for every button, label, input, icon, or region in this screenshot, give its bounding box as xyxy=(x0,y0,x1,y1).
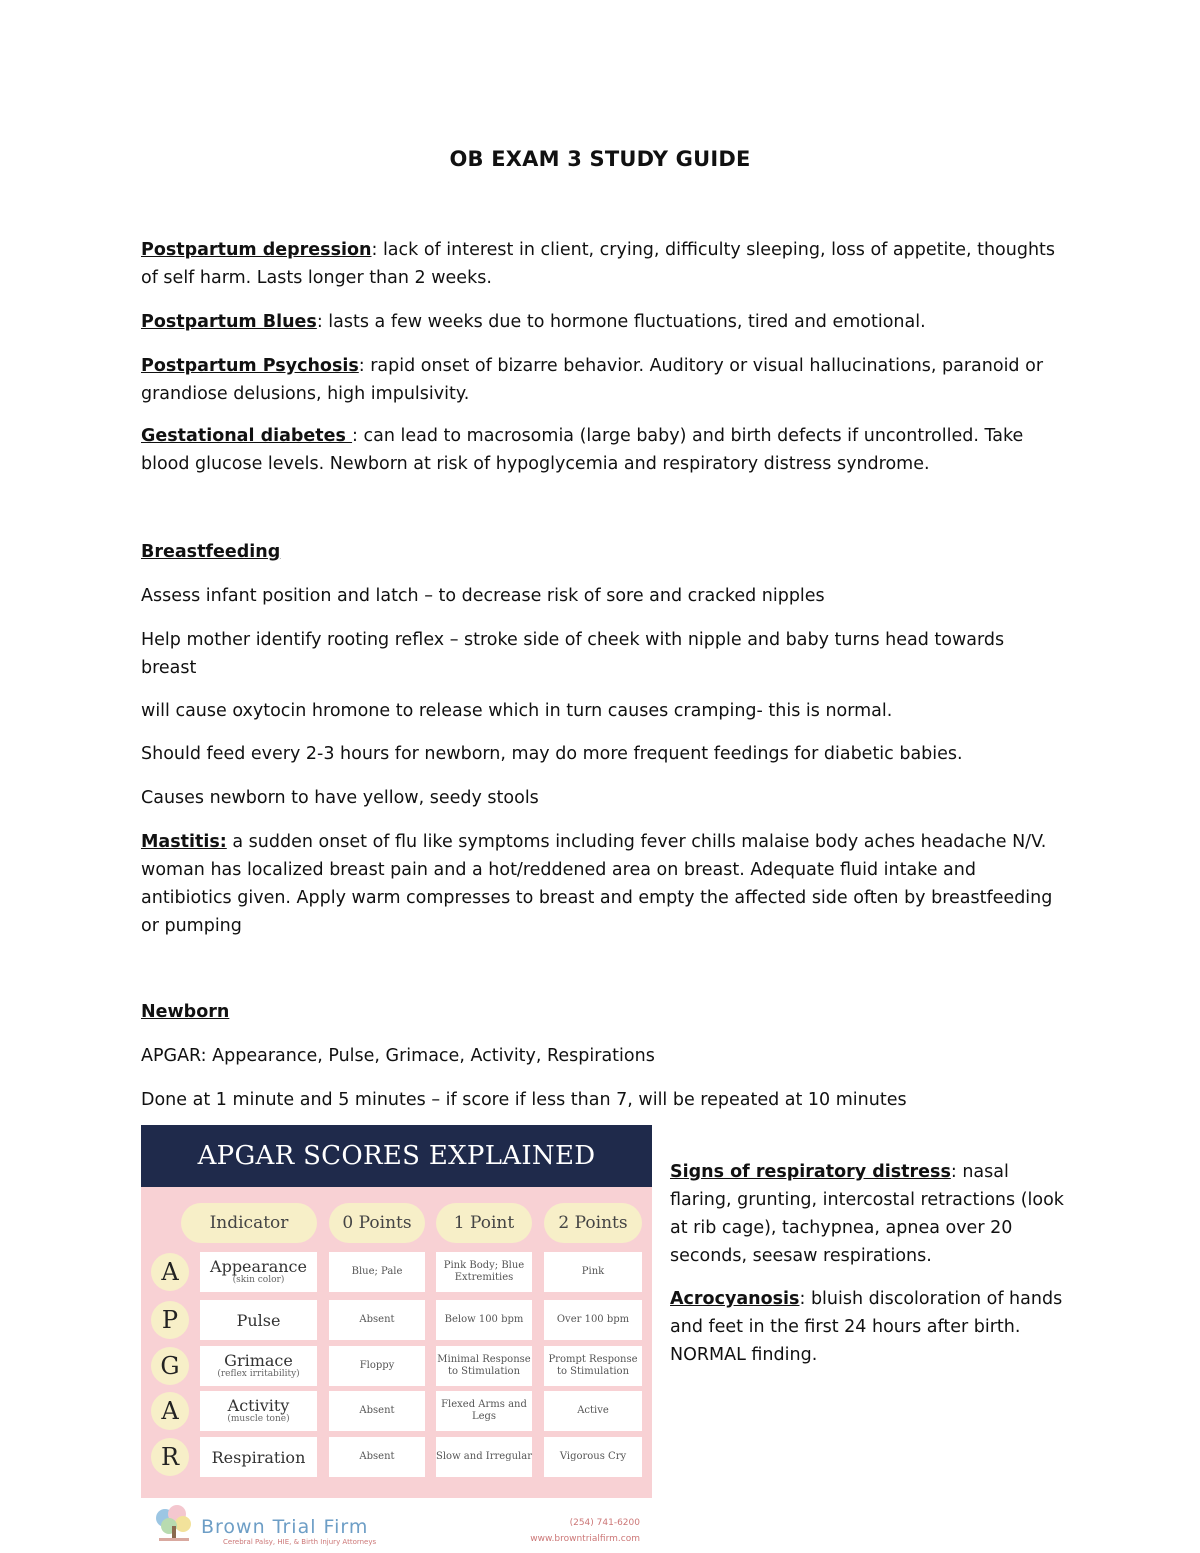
ppp-paragraph xyxy=(141,352,1061,408)
mastitis-term: Mastitis: xyxy=(141,832,227,852)
score-cell: Minimal Response to Stimulation xyxy=(436,1346,532,1386)
header-2-points: 2 Points xyxy=(544,1203,642,1243)
apgar-infographic-title: APGAR SCORES EXPLAINED xyxy=(141,1125,652,1187)
indicator-name: Respiration xyxy=(211,1447,306,1467)
apgar-infographic xyxy=(141,1125,652,1498)
ppd-paragraph xyxy=(141,236,1061,292)
header-indicator: Indicator xyxy=(181,1203,317,1243)
bf-line-2: Help mother identify rooting reflex – stroke side of cheek with nipple and baby turns head towards breast xyxy=(141,630,1005,678)
indicator-name: Grimace xyxy=(224,1351,293,1370)
row-letter: G xyxy=(151,1347,189,1385)
score-cell: Floppy xyxy=(329,1346,425,1386)
ppp-term: Postpartum Psychosis xyxy=(141,356,359,376)
header-0-points: 0 Points xyxy=(329,1203,425,1243)
firm-phone: (254) 741-6200 xyxy=(569,1518,640,1528)
indicator-sub: (reflex irritability) xyxy=(217,1369,300,1379)
ppd-term: Postpartum depression xyxy=(141,240,372,260)
score-cell: Slow and Irregular xyxy=(436,1437,532,1477)
bf-line-1: Assess infant position and latch – to decrease risk of sore and cracked nipples xyxy=(141,586,825,606)
score-cell: Flexed Arms and Legs xyxy=(436,1391,532,1431)
bf-line-4: Should feed every 2-3 hours for newborn, may do more frequent feedings for diabetic babies. xyxy=(141,744,963,764)
score-cell: Pink Body; Blue Extremities xyxy=(436,1252,532,1292)
ppb-paragraph xyxy=(141,308,1061,336)
bf-line-3: will cause oxytocin hromone to release which in turn causes cramping- this is normal. xyxy=(141,701,893,721)
score-cell: Active xyxy=(544,1391,642,1431)
ppb-text: : lasts a few weeks due to hormone fluctuations, tired and emotional. xyxy=(316,312,926,332)
indicator-name: Activity xyxy=(227,1396,290,1415)
apgar-done-line: Done at 1 minute and 5 minutes – if score if less than 7, will be repeated at 10 minutes xyxy=(141,1090,907,1110)
ppb-term: Postpartum Blues xyxy=(141,312,317,332)
indicator-cell xyxy=(200,1391,317,1431)
row-letter: A xyxy=(151,1392,189,1430)
header-1-point: 1 Point xyxy=(436,1203,532,1243)
bf-line-5: Causes newborn to have yellow, seedy stools xyxy=(141,788,539,808)
indicator-sub: (muscle tone) xyxy=(227,1414,290,1424)
page-title: OB EXAM 3 STUDY GUIDE xyxy=(449,147,751,171)
indicator-sub: (skin color) xyxy=(232,1275,285,1285)
indicator-name: Pulse xyxy=(236,1310,281,1330)
indicator-cell xyxy=(200,1300,317,1340)
acro-term: Acrocyanosis xyxy=(670,1289,800,1309)
score-cell: Below 100 bpm xyxy=(436,1300,532,1340)
row-letter: R xyxy=(151,1438,189,1476)
score-cell: Absent xyxy=(329,1391,425,1431)
resp-text: : nasal flaring, grunting, intercostal retractions (look at rib cage), tachypnea, apnea over 20 seconds, seesaw respirations. xyxy=(670,1162,1064,1266)
firm-url: www.browntrialfirm.com xyxy=(530,1534,640,1544)
gd-term: Gestational diabetes xyxy=(141,426,353,446)
score-cell: Blue; Pale xyxy=(329,1252,425,1292)
score-cell: Vigorous Cry xyxy=(544,1437,642,1477)
row-letter: A xyxy=(151,1253,189,1291)
score-cell: Absent xyxy=(329,1300,425,1340)
tree-logo-icon xyxy=(151,1504,197,1544)
resp-distress-paragraph xyxy=(670,1158,1065,1270)
indicator-cell xyxy=(200,1346,317,1386)
score-cell: Pink xyxy=(544,1252,642,1292)
mastitis-text: a sudden onset of flu like symptoms including fever chills malaise body aches headache N/V. woman has localized breast pain and a hot/reddened area on breast. Adequate fluid intake and antibiotics given. Apply warm compresses to breast and empty the affected side often by breastfeeding or pumping xyxy=(141,832,1053,936)
score-cell: Prompt Response to Stimulation xyxy=(544,1346,642,1386)
acro-text: : bluish discoloration of hands and feet in the first 24 hours after birth. NORMAL finding. xyxy=(670,1289,1063,1365)
indicator-cell xyxy=(200,1252,317,1292)
resp-term: Signs of respiratory distress xyxy=(670,1162,951,1182)
score-cell: Absent xyxy=(329,1437,425,1477)
ppp-text: : rapid onset of bizarre behavior. Auditory or visual hallucinations, paranoid or grandiose delusions, high impulsivity. xyxy=(141,356,1044,404)
gd-paragraph xyxy=(141,422,1061,478)
mastitis-paragraph xyxy=(141,828,1061,940)
score-cell: Over 100 bpm xyxy=(544,1300,642,1340)
ppd-text: : lack of interest in client, crying, difficulty sleeping, loss of appetite, thoughts of self harm. Lasts longer than 2 weeks. xyxy=(141,240,1056,288)
row-letter: P xyxy=(151,1301,189,1339)
newborn-heading: Newborn xyxy=(141,1002,230,1022)
gd-text: : can lead to macrosomia (large baby) and birth defects if uncontrolled. Take blood glucose levels. Newborn at risk of hypoglycemia and respiratory distress syndrome. xyxy=(141,426,1024,474)
indicator-name: Appearance xyxy=(210,1257,307,1276)
indicator-cell xyxy=(200,1437,317,1477)
infographic-footer xyxy=(141,1498,652,1553)
apgar-line: APGAR: Appearance, Pulse, Grimace, Activity, Respirations xyxy=(141,1046,655,1066)
breastfeeding-heading: Breastfeeding xyxy=(141,542,281,562)
firm-tagline: Cerebral Palsy, HIE, & Birth Injury Attorneys xyxy=(223,1538,377,1546)
acrocyanosis-paragraph xyxy=(670,1285,1065,1369)
firm-name: Brown Trial Firm xyxy=(201,1516,369,1538)
